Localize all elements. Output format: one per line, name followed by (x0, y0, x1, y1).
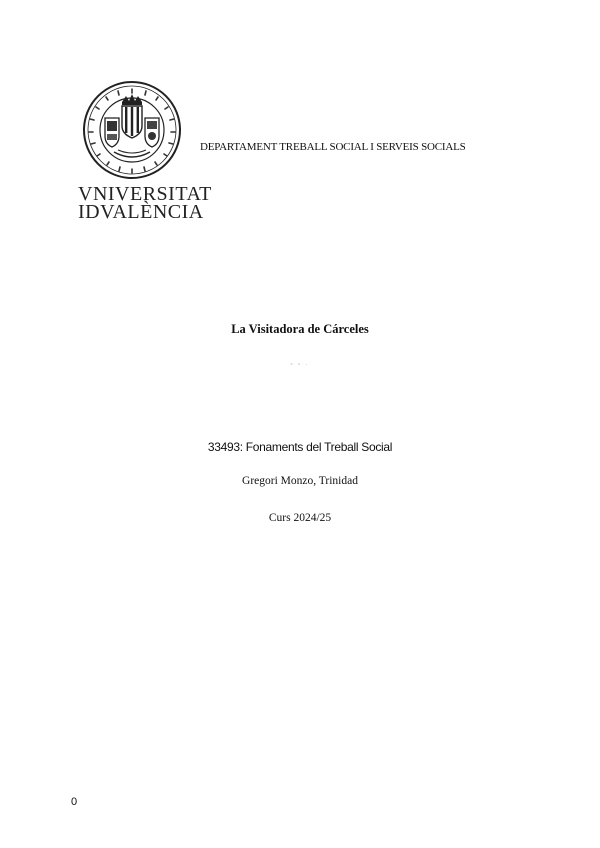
professor-name: Gregori Monzo, Trinidad (242, 475, 358, 487)
university-seal-icon (78, 80, 186, 180)
subject-name: 33493: Fonaments del Treball Social (207, 440, 393, 454)
faint-mark: ˜ ˜ ˙ (290, 364, 310, 370)
university-logo (78, 80, 212, 223)
course-year: Curs 2024/25 (268, 512, 332, 524)
department-name: DEPARTAMENT TREBALL SOCIAL I SERVEIS SOCIALS (200, 141, 466, 153)
page-number: 0 (71, 796, 78, 808)
university-wordmark-line2: IDVALÈNCIA (78, 201, 204, 223)
university-wordmark-line1: VNIVERSITAT (78, 183, 212, 205)
document-title: La Visitadora de Cárceles (231, 322, 369, 336)
